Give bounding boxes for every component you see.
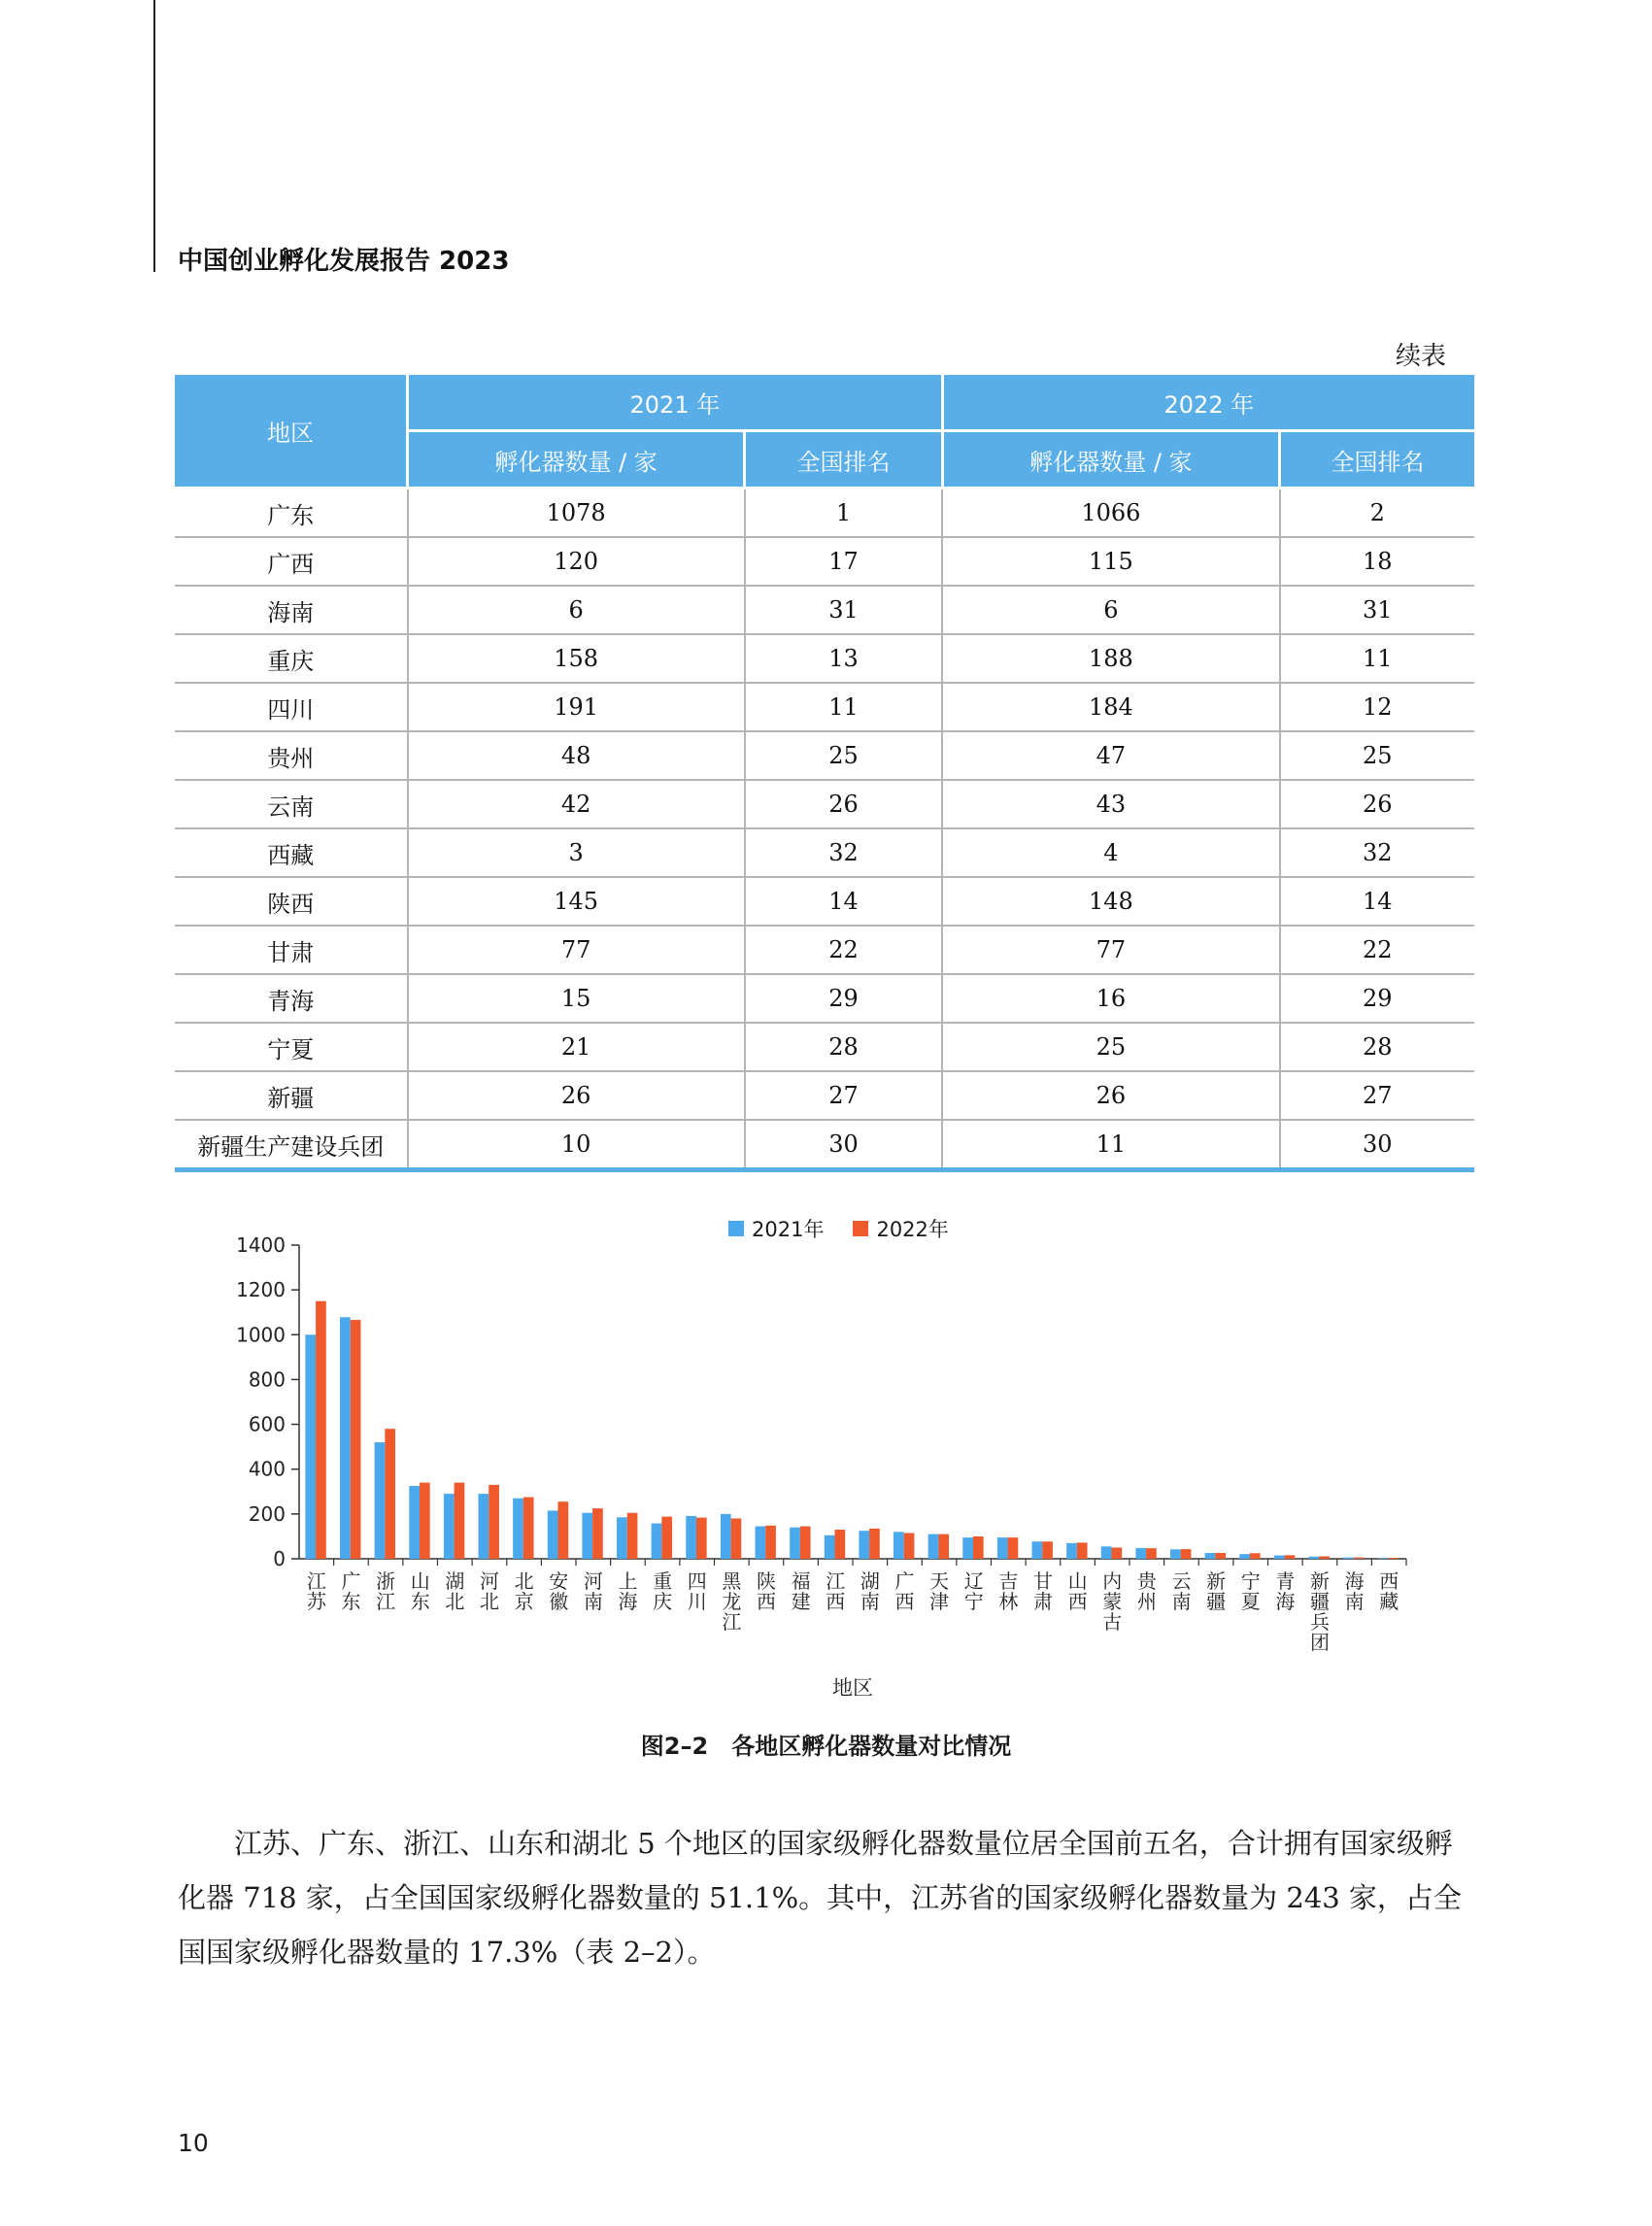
table-row bbox=[175, 974, 1474, 1023]
x-tick-label: 安徽 bbox=[549, 1569, 569, 1613]
body-paragraph: 江苏、广东、浙江、山东和湖北 5 个地区的国家级孵化器数量位居全国前五名，合计拥有国家级孵化器 718 家，占全国国家级孵化器数量的 51.1%。其中，江苏省的国家级孵化器数量为 243 家，占全国国家级孵化器数量的 17.3%（表 2–2）。 bbox=[178, 1827, 1462, 1969]
table-row bbox=[175, 1071, 1474, 1120]
chart-legend bbox=[728, 1214, 949, 1243]
bar-2022 bbox=[1354, 1558, 1365, 1559]
table-row bbox=[175, 828, 1474, 877]
table-row bbox=[175, 780, 1474, 828]
value-cell: 31 bbox=[1280, 586, 1475, 634]
value-cell: 14 bbox=[745, 877, 943, 926]
value-cell: 28 bbox=[1280, 1023, 1475, 1071]
x-tick-label: 北京 bbox=[514, 1569, 534, 1613]
value-cell: 18 bbox=[1280, 537, 1475, 586]
table-row bbox=[175, 1120, 1474, 1170]
value-cell: 48 bbox=[408, 731, 745, 780]
figure-caption: 图2–2 各地区孵化器数量对比情况 bbox=[640, 1733, 1012, 1760]
value-cell: 27 bbox=[745, 1071, 943, 1120]
table-row bbox=[175, 537, 1474, 586]
x-tick-label: 河南 bbox=[583, 1569, 603, 1613]
value-cell: 22 bbox=[745, 926, 943, 974]
bar-2022 bbox=[1215, 1553, 1226, 1559]
bar-2022 bbox=[1111, 1547, 1122, 1559]
value-cell: 10 bbox=[408, 1120, 745, 1170]
value-cell: 2 bbox=[1280, 489, 1475, 538]
bar-2021 bbox=[997, 1537, 1008, 1559]
bar-2021 bbox=[479, 1494, 489, 1559]
bar-2021 bbox=[1274, 1556, 1285, 1559]
value-cell: 11 bbox=[1280, 634, 1475, 683]
bar-2021 bbox=[1066, 1543, 1077, 1559]
bar-2022 bbox=[904, 1533, 915, 1559]
value-cell: 1066 bbox=[942, 489, 1279, 538]
bar-2022 bbox=[869, 1529, 880, 1559]
bar-2022 bbox=[351, 1320, 361, 1559]
bar-2021 bbox=[1135, 1548, 1146, 1559]
region-cell: 重庆 bbox=[175, 634, 408, 683]
x-tick-label: 陕西 bbox=[756, 1569, 776, 1613]
value-cell: 145 bbox=[408, 877, 745, 926]
value-cell: 30 bbox=[1280, 1120, 1475, 1170]
bar-2021 bbox=[409, 1486, 420, 1559]
value-cell: 77 bbox=[942, 926, 1279, 974]
value-cell: 13 bbox=[745, 634, 943, 683]
x-tick-label: 浙江 bbox=[376, 1569, 396, 1613]
x-tick-label: 辽宁 bbox=[963, 1569, 984, 1613]
margin-rule bbox=[153, 0, 155, 272]
x-tick-label: 天津 bbox=[929, 1569, 950, 1613]
bar-2022 bbox=[661, 1517, 672, 1559]
bar-chart bbox=[223, 1195, 1447, 1719]
count-2021-header: 孵化器数量 / 家 bbox=[408, 431, 745, 489]
value-cell: 26 bbox=[1280, 780, 1475, 828]
region-cell: 甘肃 bbox=[175, 926, 408, 974]
year-2021-header: 2021 年 bbox=[408, 375, 943, 431]
x-tick-label: 湖北 bbox=[445, 1569, 465, 1613]
chart-svg bbox=[223, 1195, 1447, 1719]
bar-2022 bbox=[1042, 1541, 1053, 1559]
bar-2021 bbox=[305, 1334, 316, 1559]
region-cell: 新疆生产建设兵团 bbox=[175, 1120, 408, 1170]
page-number: 10 bbox=[178, 2129, 209, 2157]
incubator-table bbox=[175, 375, 1474, 1172]
x-tick-label: 江苏 bbox=[306, 1569, 326, 1613]
region-cell: 宁夏 bbox=[175, 1023, 408, 1071]
region-cell: 新疆 bbox=[175, 1071, 408, 1120]
bar-2022 bbox=[973, 1536, 984, 1559]
region-header: 地区 bbox=[175, 375, 408, 489]
bar-2022 bbox=[696, 1518, 707, 1559]
table-row bbox=[175, 586, 1474, 634]
value-cell: 6 bbox=[408, 586, 745, 634]
value-cell: 6 bbox=[942, 586, 1279, 634]
y-tick-label: 600 bbox=[248, 1412, 286, 1436]
value-cell: 1078 bbox=[408, 489, 745, 538]
value-cell: 3 bbox=[408, 828, 745, 877]
x-tick-label: 重庆 bbox=[653, 1569, 673, 1613]
value-cell: 148 bbox=[942, 877, 1279, 926]
bar-2022 bbox=[316, 1301, 326, 1559]
x-tick-label: 西藏 bbox=[1379, 1569, 1399, 1613]
bar-2021 bbox=[617, 1517, 627, 1559]
table-body bbox=[175, 489, 1474, 1170]
value-cell: 25 bbox=[1280, 731, 1475, 780]
value-cell: 184 bbox=[942, 683, 1279, 731]
bar-2021 bbox=[928, 1535, 939, 1559]
bar-2022 bbox=[557, 1501, 568, 1559]
value-cell: 29 bbox=[1280, 974, 1475, 1023]
value-cell: 32 bbox=[1280, 828, 1475, 877]
table-row bbox=[175, 926, 1474, 974]
table-row bbox=[175, 1023, 1474, 1071]
bar-2021 bbox=[721, 1514, 731, 1559]
region-cell: 广西 bbox=[175, 537, 408, 586]
bar-2022 bbox=[1250, 1553, 1261, 1559]
bar-2022 bbox=[1181, 1549, 1192, 1559]
year-2022-header: 2022 年 bbox=[942, 375, 1474, 431]
value-cell: 77 bbox=[408, 926, 745, 974]
value-cell: 191 bbox=[408, 683, 745, 731]
y-tick-label: 0 bbox=[273, 1547, 286, 1570]
value-cell: 120 bbox=[408, 537, 745, 586]
y-tick-label: 1000 bbox=[236, 1323, 286, 1347]
x-tick-label: 广西 bbox=[894, 1569, 915, 1613]
bar-2021 bbox=[790, 1528, 800, 1559]
bar-2022 bbox=[1285, 1555, 1296, 1559]
bar-2022 bbox=[1319, 1556, 1330, 1559]
bar-2021 bbox=[1378, 1558, 1389, 1559]
table-continued-label: 续表 bbox=[1395, 342, 1446, 371]
table-row bbox=[175, 877, 1474, 926]
bar-2022 bbox=[1077, 1542, 1088, 1559]
value-cell: 11 bbox=[942, 1120, 1279, 1170]
x-tick-label: 青海 bbox=[1275, 1569, 1296, 1613]
running-header: 中国创业孵化发展报告 2023 bbox=[178, 247, 510, 276]
table-row bbox=[175, 489, 1474, 538]
bar-2021 bbox=[1170, 1549, 1181, 1559]
rank-2022-header: 全国排名 bbox=[1280, 431, 1475, 489]
y-tick-label: 800 bbox=[248, 1367, 286, 1392]
bar-2022 bbox=[385, 1429, 395, 1559]
legend-label-2021: 2021年 bbox=[752, 1218, 825, 1241]
value-cell: 1 bbox=[745, 489, 943, 538]
table-row bbox=[175, 683, 1474, 731]
x-tick-label: 河北 bbox=[479, 1569, 499, 1613]
bar-2021 bbox=[652, 1524, 662, 1559]
value-cell: 15 bbox=[408, 974, 745, 1023]
x-tick-label: 贵州 bbox=[1136, 1569, 1157, 1613]
value-cell: 26 bbox=[745, 780, 943, 828]
value-cell: 26 bbox=[942, 1071, 1279, 1120]
bar-2022 bbox=[765, 1526, 776, 1559]
bar-2021 bbox=[686, 1516, 696, 1559]
value-cell: 21 bbox=[408, 1023, 745, 1071]
bar-2021 bbox=[825, 1535, 835, 1559]
bar-2021 bbox=[756, 1527, 766, 1559]
bar-2021 bbox=[513, 1499, 523, 1559]
bar-2021 bbox=[859, 1531, 869, 1559]
value-cell: 12 bbox=[1280, 683, 1475, 731]
value-cell: 25 bbox=[942, 1023, 1279, 1071]
region-cell: 西藏 bbox=[175, 828, 408, 877]
x-tick-label: 广东 bbox=[341, 1569, 361, 1613]
value-cell: 27 bbox=[1280, 1071, 1475, 1120]
x-tick-label: 福建 bbox=[791, 1569, 811, 1613]
bar-2021 bbox=[1309, 1557, 1320, 1559]
x-tick-label: 山西 bbox=[1067, 1569, 1088, 1613]
value-cell: 31 bbox=[745, 586, 943, 634]
value-cell: 188 bbox=[942, 634, 1279, 683]
bar-2021 bbox=[582, 1513, 592, 1559]
region-cell: 陕西 bbox=[175, 877, 408, 926]
bar-2021 bbox=[548, 1510, 558, 1559]
bar-2022 bbox=[938, 1535, 949, 1559]
region-cell: 贵州 bbox=[175, 731, 408, 780]
bar-2022 bbox=[627, 1513, 638, 1559]
region-cell: 海南 bbox=[175, 586, 408, 634]
bar-2021 bbox=[444, 1494, 455, 1559]
x-tick-label: 湖南 bbox=[860, 1569, 880, 1613]
value-cell: 30 bbox=[745, 1120, 943, 1170]
value-cell: 43 bbox=[942, 780, 1279, 828]
bar-2021 bbox=[1032, 1541, 1043, 1559]
x-tick-label: 云南 bbox=[1171, 1569, 1192, 1613]
x-tick-label: 江西 bbox=[826, 1569, 846, 1613]
x-tick-label: 山东 bbox=[410, 1569, 430, 1613]
bar-2021 bbox=[1205, 1553, 1216, 1559]
x-tick-label: 四川 bbox=[687, 1569, 707, 1613]
x-axis-label: 地区 bbox=[832, 1676, 873, 1700]
bar-2022 bbox=[420, 1483, 430, 1559]
value-cell: 115 bbox=[942, 537, 1279, 586]
bar-2021 bbox=[375, 1442, 386, 1559]
table-row bbox=[175, 634, 1474, 683]
value-cell: 4 bbox=[942, 828, 1279, 877]
x-tick-label: 新疆 bbox=[1206, 1569, 1227, 1613]
y-tick-label: 400 bbox=[248, 1457, 286, 1481]
bar-2022 bbox=[1388, 1558, 1399, 1559]
y-tick-label: 1200 bbox=[236, 1278, 286, 1302]
bar-2022 bbox=[1146, 1548, 1157, 1559]
x-tick-label: 宁夏 bbox=[1240, 1569, 1261, 1613]
value-cell: 158 bbox=[408, 634, 745, 683]
value-cell: 16 bbox=[942, 974, 1279, 1023]
bar-2022 bbox=[523, 1498, 534, 1559]
legend-item-2022 bbox=[853, 1214, 948, 1243]
value-cell: 28 bbox=[745, 1023, 943, 1071]
x-tick-label: 内蒙古 bbox=[1102, 1569, 1123, 1634]
bar-2021 bbox=[893, 1532, 904, 1559]
legend-swatch-2021 bbox=[728, 1221, 744, 1236]
x-tick-label: 吉林 bbox=[998, 1569, 1019, 1613]
bar-2021 bbox=[1239, 1554, 1250, 1559]
value-cell: 32 bbox=[745, 828, 943, 877]
x-tick-label: 上海 bbox=[618, 1569, 638, 1613]
legend-item-2021 bbox=[728, 1214, 824, 1243]
y-tick-label: 200 bbox=[248, 1501, 286, 1526]
x-tick-label: 新疆兵团 bbox=[1309, 1569, 1330, 1654]
bar-2022 bbox=[731, 1518, 742, 1559]
legend-label-2022: 2022年 bbox=[876, 1218, 949, 1241]
value-cell: 29 bbox=[745, 974, 943, 1023]
value-cell: 11 bbox=[745, 683, 943, 731]
y-tick-label: 1400 bbox=[236, 1233, 286, 1257]
x-tick-label: 甘肃 bbox=[1032, 1569, 1053, 1613]
value-cell: 17 bbox=[745, 537, 943, 586]
bar-2022 bbox=[834, 1530, 845, 1559]
count-2022-header: 孵化器数量 / 家 bbox=[942, 431, 1279, 489]
bar-2022 bbox=[592, 1508, 603, 1559]
region-cell: 四川 bbox=[175, 683, 408, 731]
bar-2021 bbox=[1101, 1546, 1112, 1559]
bar-2022 bbox=[1008, 1537, 1019, 1559]
value-cell: 25 bbox=[745, 731, 943, 780]
bar-2022 bbox=[489, 1485, 499, 1559]
rank-2021-header: 全国排名 bbox=[745, 431, 943, 489]
value-cell: 47 bbox=[942, 731, 1279, 780]
region-cell: 广东 bbox=[175, 489, 408, 538]
value-cell: 22 bbox=[1280, 926, 1475, 974]
region-cell: 青海 bbox=[175, 974, 408, 1023]
value-cell: 42 bbox=[408, 780, 745, 828]
value-cell: 26 bbox=[408, 1071, 745, 1120]
x-tick-label: 海南 bbox=[1344, 1569, 1365, 1613]
value-cell: 14 bbox=[1280, 877, 1475, 926]
bar-2021 bbox=[340, 1317, 351, 1559]
table-row bbox=[175, 731, 1474, 780]
region-cell: 云南 bbox=[175, 780, 408, 828]
x-tick-label: 黑龙江 bbox=[722, 1569, 742, 1634]
legend-swatch-2022 bbox=[853, 1221, 868, 1236]
bar-2021 bbox=[1343, 1558, 1354, 1559]
bar-2022 bbox=[800, 1527, 811, 1559]
bar-2022 bbox=[455, 1483, 465, 1559]
bar-2021 bbox=[962, 1537, 973, 1559]
